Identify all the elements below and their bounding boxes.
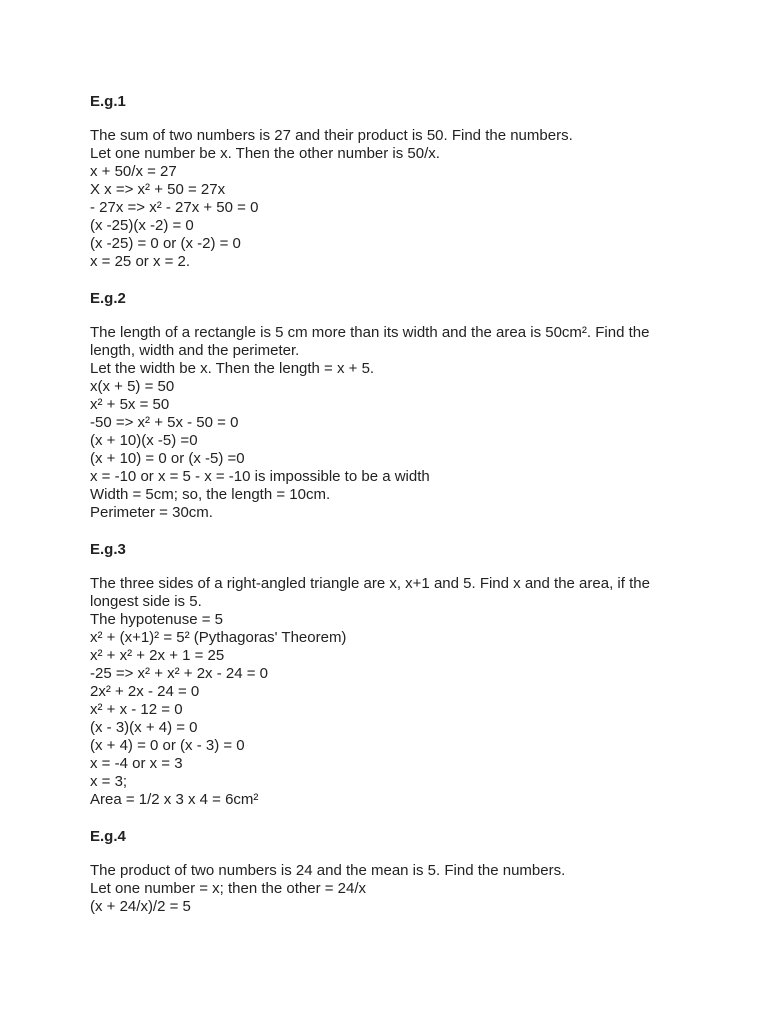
text-line: The product of two numbers is 24 and the mean is 5. Find the numbers. xyxy=(90,862,566,879)
example-body xyxy=(90,862,690,916)
example-body xyxy=(90,575,690,809)
text-line: Area = 1/2 x 3 x 4 = 6cm² xyxy=(90,791,259,808)
example-heading: E.g.4 xyxy=(90,828,126,845)
equation-line: x = 25 or x = 2. xyxy=(90,253,191,270)
text-line: Let one number = x; then the other = 24/x xyxy=(90,880,367,897)
example-2 xyxy=(90,289,690,522)
text-line: The hypotenuse = 5 xyxy=(90,611,224,628)
text-line: longest side is 5. xyxy=(90,593,202,610)
example-body xyxy=(90,127,690,271)
equation-line: -50 => x² + 5x - 50 = 0 xyxy=(90,414,239,431)
example-4 xyxy=(90,827,690,916)
example-3 xyxy=(90,540,690,809)
equation-line: X x => x² + 50 = 27x xyxy=(90,181,226,198)
text-line: Perimeter = 30cm. xyxy=(90,504,213,521)
equation-line: 2x² + 2x - 24 = 0 xyxy=(90,683,200,700)
equation-line: (x -25) = 0 or (x -2) = 0 xyxy=(90,235,241,252)
example-heading: E.g.2 xyxy=(90,290,126,307)
example-heading: E.g.1 xyxy=(90,93,126,110)
document-page xyxy=(90,92,690,916)
equation-line: -25 => x² + x² + 2x - 24 = 0 xyxy=(90,665,269,682)
equation-line: x² + x² + 2x + 1 = 25 xyxy=(90,647,225,664)
equation-line: x + 50/x = 27 xyxy=(90,163,177,180)
text-line: Let one number be x. Then the other number is 50/x. xyxy=(90,145,440,162)
example-1 xyxy=(90,92,690,271)
equation-line: x = -4 or x = 3 xyxy=(90,755,183,772)
text-line: The length of a rectangle is 5 cm more than its width and the area is 50cm². Find the xyxy=(90,324,650,341)
equation-line: (x - 3)(x + 4) = 0 xyxy=(90,719,198,736)
equation-line: (x + 24/x)/2 = 5 xyxy=(90,898,191,915)
text-line: Width = 5cm; so, the length = 10cm. xyxy=(90,486,331,503)
text-line: Let the width be x. Then the length = x + 5. xyxy=(90,360,375,377)
example-body xyxy=(90,324,690,522)
equation-line: (x + 4) = 0 or (x - 3) = 0 xyxy=(90,737,245,754)
equation-line: x = 3; xyxy=(90,773,128,790)
equation-line: x(x + 5) = 50 xyxy=(90,378,175,395)
equation-line: x² + 5x = 50 xyxy=(90,396,170,413)
text-line: length, width and the perimeter. xyxy=(90,342,300,359)
equation-line: (x -25)(x -2) = 0 xyxy=(90,217,194,234)
example-heading: E.g.3 xyxy=(90,541,126,558)
equation-line: (x + 10)(x -5) =0 xyxy=(90,432,198,449)
equation-line: x² + (x+1)² = 5² (Pythagoras' Theorem) xyxy=(90,629,347,646)
text-line: The three sides of a right-angled triangle are x, x+1 and 5. Find x and the area, if the xyxy=(90,575,650,592)
equation-line: - 27x => x² - 27x + 50 = 0 xyxy=(90,199,259,216)
equation-line: x² + x - 12 = 0 xyxy=(90,701,183,718)
text-line: The sum of two numbers is 27 and their product is 50. Find the numbers. xyxy=(90,127,573,144)
equation-line: (x + 10) = 0 or (x -5) =0 xyxy=(90,450,245,467)
equation-line: x = -10 or x = 5 - x = -10 is impossible to be a width xyxy=(90,468,430,485)
